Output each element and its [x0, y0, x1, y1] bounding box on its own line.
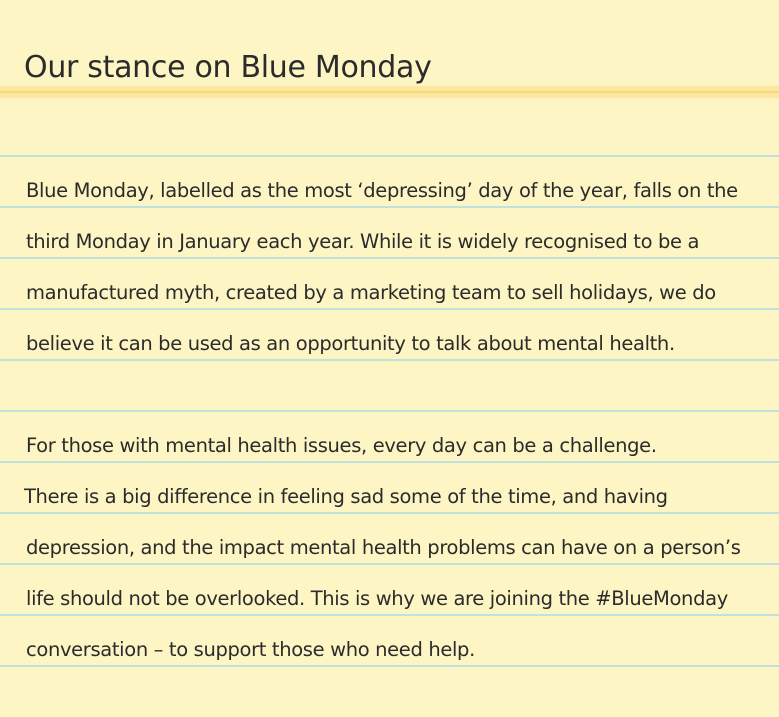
page-title: Our stance on Blue Monday [24, 50, 432, 85]
paragraph-1-line: third Monday in January each year. While it is widely recognised to be a [26, 230, 700, 253]
ruled-line [0, 359, 779, 361]
ruled-line [0, 512, 779, 514]
ruled-line [0, 665, 779, 667]
ruled-line [0, 308, 779, 310]
title-underline [0, 91, 779, 93]
paragraph-2-line: For those with mental health issues, every day can be a challenge. [26, 434, 657, 457]
paragraph-1-line: believe it can be used as an opportunity to talk about mental health. [26, 332, 675, 355]
paragraph-2-line: conversation – to support those who need help. [26, 638, 475, 661]
ruled-line [0, 563, 779, 565]
ruled-line [0, 410, 779, 412]
ruled-line [0, 155, 779, 157]
ruled-line [0, 257, 779, 259]
ruled-line [0, 206, 779, 208]
ruled-line [0, 614, 779, 616]
ruled-line [0, 461, 779, 463]
paragraph-2-line: depression, and the impact mental health problems can have on a person’s [26, 536, 741, 559]
paragraph-2-line: There is a big difference in feeling sad some of the time, and having [24, 485, 668, 508]
paragraph-2-line: life should not be overlooked. This is why we are joining the #BlueMonday [26, 587, 728, 610]
paragraph-1-line: Blue Monday, labelled as the most ‘depressing’ day of the year, falls on the [26, 179, 738, 202]
paragraph-1-line: manufactured myth, created by a marketing team to sell holidays, we do [26, 281, 716, 304]
